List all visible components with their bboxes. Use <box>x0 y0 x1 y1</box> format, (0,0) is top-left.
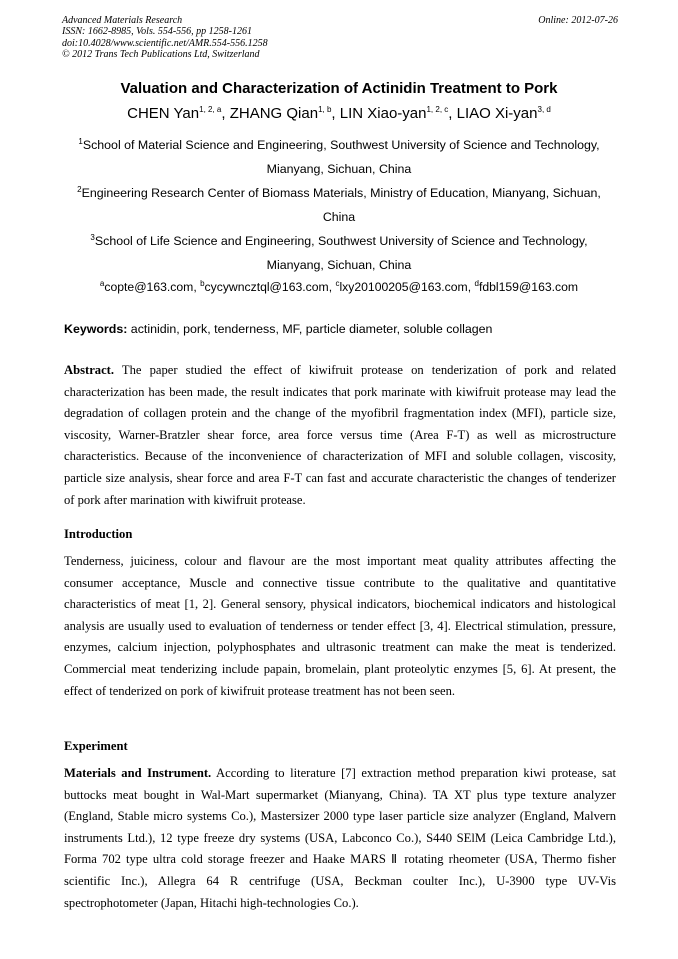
abstract-text: The paper studied the effect of kiwifruit protease on tenderization of pork and related characterization has been made, the result indicates that pork marinate with kiwifruit protease may lead the degradation of collagen protein and the change of the myofibril fragmentation index (MFI), particle size, viscosity, Warner-Bratzler shear force, area force versus time (Area F-T) as well as microstructure characteristics. Because of the inconvenience of characterization of MFI and soluble collagen, viscosity, particle size analysis, shear force and area F-T can fast and accurate characteristic the changes of tenderizer of pork after marination with kiwifruit protease. <box>64 363 616 507</box>
issn-line: ISSN: 1662-8985, Vols. 554-556, pp 1258-1261 <box>62 26 252 38</box>
materials-text: According to literature [7] extraction method preparation kiwi protease, sat buttocks meat bought in Wal-Mart supermarket (Mianyang, China). TA XT plus type texture analyzer (England, Stable micro systems Co.), Mastersizer 2000 type laser particle size analyzer (England, Malvern instruments Ltd.), 12 type freeze dry systems (USA, Labconco Co.), S440 SElM (Leica Cambridge Ltd.), Forma 702 type ultra cold storage freezer and Haake MARS Ⅱ rotating rheometer (USA, Thermo fisher scientific Inc.), Allegra 64 R centrifuge (USA, Beckman coulter Inc.), U-3900 type UV-Vis spectrophotometer (Japan, Hitachi high-technologies Co.). <box>64 766 617 910</box>
author: ZHANG Qian$^{1, b}$, <box>229 105 340 122</box>
abstract <box>64 360 616 511</box>
online-date: Online: 2012-07-26 <box>538 15 618 26</box>
paper-title: Valuation and Characterization of Actinidin Treatment to Pork <box>120 80 558 97</box>
affiliation-3: $^3$School of Life Science and Engineering, Southwest University of Science and Technology, Mianyang, Sichuan, China <box>90 232 588 272</box>
journal-name: Advanced Materials Research <box>62 15 183 26</box>
affiliation-2: $^2$Engineering Research Center of Biomass Materials, Ministry of Education, Mianyang, Sichuan, China <box>77 184 601 224</box>
email-list: $^a$copte@163.com, $^b$cycywncztql@163.com, $^c$lxy20100205@163.com, $^d$fdbl159@163.com <box>99 278 579 294</box>
copyright-line: © 2012 Trans Tech Publications Ltd, Switzerland <box>62 49 260 61</box>
materials-paragraph <box>64 763 616 914</box>
keywords-label: Keywords: <box>64 322 128 336</box>
experiment-heading: Experiment <box>64 739 128 753</box>
author-list <box>0 105 678 122</box>
introduction-text: Tenderness, juiciness, colour and flavour are the most important meat quality attributes affecting the consumer acceptance, Muscle and connective tissue contribute to the qualitative and quantitative characteristics of meat [1, 2]. General sensory, physical indicators, biochemical indicators and histological analysis are usually used to evaluation of tenderness or tender effect [3, 4]. Electrical stimulation, pressure, enzymes, calcium injection, polyphosphates and ultrasonic treatment can make the meat is tenderized. Commercial meat tenderizing include papain, bromelain, plant proteolytic enzymes [5, 6]. At present, the effect of tenderized on pork of kiwifruit protease treatment has not been seen. <box>64 554 616 698</box>
keywords <box>64 322 616 336</box>
author: LIN Xiao-yan$^{1, 2, c}$, <box>339 105 457 122</box>
affiliation-1: $^1$School of Material Science and Engineering, Southwest University of Science and Technology, Mianyang, Sichuan, China <box>78 136 600 176</box>
materials-label: Materials and Instrument. <box>64 766 212 780</box>
email-address[interactable]: $^c$lxy20100205@163.com <box>335 278 468 294</box>
email-address[interactable]: $^d$fdbl159@163.com <box>474 278 579 294</box>
abstract-label: Abstract. <box>64 363 115 377</box>
author: CHEN Yan$^{1, 2, a}$, <box>127 105 230 122</box>
journal-header <box>62 15 618 61</box>
author: LIAO Xi-yan$^{3, d}$ <box>456 105 551 122</box>
email-address[interactable]: $^a$copte@163.com <box>99 278 194 294</box>
email-address[interactable]: $^b$cycywncztql@163.com <box>200 278 329 294</box>
keywords-text: actinidin, pork, tenderness, MF, particle diameter, soluble collagen <box>127 322 493 336</box>
doi-line: doi:10.4028/www.scientific.net/AMR.554-556.1258 <box>62 37 268 49</box>
introduction-heading: Introduction <box>64 527 133 541</box>
